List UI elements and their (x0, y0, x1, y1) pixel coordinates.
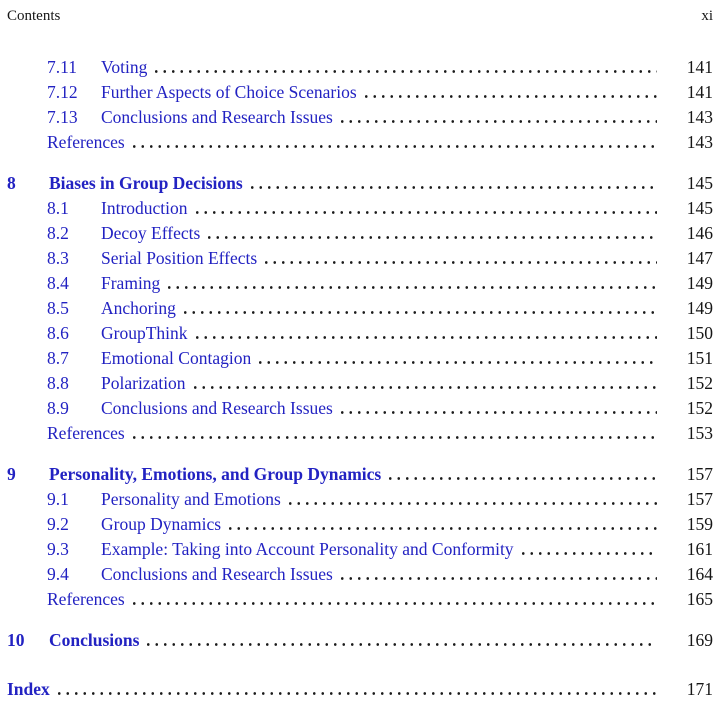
toc-entry-8-5 (7, 296, 713, 321)
toc-entry-8-6 (7, 321, 713, 346)
entry-number: 8.9 (47, 398, 69, 418)
toc-entry-9-2 (7, 512, 713, 537)
entry-title: GroupThink (101, 323, 188, 343)
entry-title: Framing (101, 273, 161, 293)
entry-title: References (47, 423, 125, 443)
entry-page-number: 150 (686, 323, 713, 343)
entry-title: Voting (101, 57, 148, 77)
dot-leader (152, 70, 657, 73)
entry-title: References (47, 589, 125, 609)
toc-link-references[interactable] (47, 587, 125, 612)
entry-title: Conclusions (49, 630, 140, 650)
entry-title: Conclusions and Research Issues (101, 398, 333, 418)
toc-entry-8 (7, 171, 713, 196)
entry-page-number: 151 (686, 348, 713, 368)
entry-title: Decoy Effects (101, 223, 201, 243)
dot-leader (338, 411, 657, 414)
toc-link-8-5[interactable] (47, 296, 176, 321)
entry-number: 8.1 (47, 198, 69, 218)
dot-leader (519, 552, 657, 555)
entry-page-number: 145 (686, 173, 713, 193)
dot-leader (193, 211, 657, 214)
dot-leader (181, 311, 657, 314)
entry-page-number: 152 (686, 398, 713, 418)
toc-link-9-1[interactable] (47, 487, 281, 512)
toc-link-7-13[interactable] (47, 105, 333, 130)
toc-entry-9-3 (7, 537, 713, 562)
entry-title: Conclusions and Research Issues (101, 107, 333, 127)
entry-page-number: 147 (686, 248, 713, 268)
entry-page-number: 146 (686, 223, 713, 243)
toc-link-8-1[interactable] (47, 196, 188, 221)
entry-page-number: 169 (686, 630, 713, 650)
toc-entry-8-8 (7, 371, 713, 396)
entry-title: Index (7, 679, 50, 699)
entry-page-number: 161 (686, 539, 713, 559)
entry-page-number: 164 (686, 564, 713, 584)
entry-number: 7.12 (47, 82, 78, 102)
dot-leader (386, 477, 657, 480)
entry-title: Group Dynamics (101, 514, 222, 534)
entry-title: Emotional Contagion (101, 348, 252, 368)
dot-leader (193, 336, 657, 339)
entry-page-number: 143 (686, 132, 713, 152)
entry-page-number: 141 (686, 57, 713, 77)
toc-entry-8-1 (7, 196, 713, 221)
entry-number: 8.7 (47, 348, 69, 368)
toc-entry-9-4 (7, 562, 713, 587)
entry-title: Example: Taking into Account Personality and Conformity (101, 539, 514, 559)
toc-link-10[interactable] (7, 628, 139, 653)
toc-link-8-4[interactable] (47, 271, 160, 296)
entry-title: Conclusions and Research Issues (101, 564, 333, 584)
dot-leader (55, 692, 657, 695)
entry-page-number: 159 (686, 514, 713, 534)
running-head (7, 6, 713, 26)
toc-link-9-2[interactable] (47, 512, 221, 537)
entry-number: 9.3 (47, 539, 69, 559)
entry-page-number: 165 (686, 589, 713, 609)
entry-page-number: 157 (686, 464, 713, 484)
entry-title: Serial Position Effects (101, 248, 258, 268)
running-head-page-number: xi (701, 8, 713, 24)
entry-number: 9.4 (47, 564, 69, 584)
entry-page-number: 149 (686, 298, 713, 318)
entry-title: Biases in Group Decisions (49, 173, 243, 193)
dot-leader (286, 502, 657, 505)
entry-title: Polarization (101, 373, 186, 393)
toc-entry-8-3 (7, 246, 713, 271)
dot-leader (191, 386, 657, 389)
toc-entry-9 (7, 462, 713, 487)
dot-leader (144, 643, 657, 646)
entry-page-number: 153 (686, 423, 713, 443)
dot-leader (338, 577, 657, 580)
entry-page-number: 143 (686, 107, 713, 127)
entry-number: 8.2 (47, 223, 69, 243)
toc-entry-8-2 (7, 221, 713, 246)
entry-number: 8.5 (47, 298, 69, 318)
toc-link-9-3[interactable] (47, 537, 514, 562)
entry-title: Introduction (101, 198, 188, 218)
entry-number: 8.4 (47, 273, 69, 293)
toc-link-8-2[interactable] (47, 221, 200, 246)
entry-title: Further Aspects of Choice Scenarios (101, 82, 357, 102)
entry-page-number: 171 (686, 679, 713, 699)
toc-link-9[interactable] (7, 462, 381, 487)
toc-link-7-12[interactable] (47, 80, 357, 105)
toc-entry-10 (7, 628, 713, 653)
entry-title: Personality and Emotions (101, 489, 281, 509)
entry-number: 8.8 (47, 373, 69, 393)
entry-number: 7.11 (47, 57, 77, 77)
toc-link-8-8[interactable] (47, 371, 186, 396)
entry-number: 8 (7, 173, 16, 193)
toc-link-index[interactable] (7, 677, 50, 702)
toc-entry-references (7, 130, 713, 155)
toc-entry-7-11 (7, 55, 713, 80)
entry-title: Anchoring (101, 298, 176, 318)
entry-page-number: 145 (686, 198, 713, 218)
entry-page-number: 152 (686, 373, 713, 393)
toc-entry-7-12 (7, 80, 713, 105)
entry-number: 10 (7, 630, 25, 650)
dot-leader (226, 527, 657, 530)
entry-title: References (47, 132, 125, 152)
toc-entry-references (7, 587, 713, 612)
toc-entry-9-1 (7, 487, 713, 512)
toc-link-8-7[interactable] (47, 346, 251, 371)
toc-entry-7-13 (7, 105, 713, 130)
dot-leader (130, 602, 657, 605)
dot-leader (205, 236, 657, 239)
entry-page-number: 157 (686, 489, 713, 509)
toc-entry-references (7, 421, 713, 446)
dot-leader (130, 145, 657, 148)
toc-entry-8-9 (7, 396, 713, 421)
toc-link-9-4[interactable] (47, 562, 333, 587)
toc-link-8-6[interactable] (47, 321, 188, 346)
entry-number: 9 (7, 464, 16, 484)
entry-title: Personality, Emotions, and Group Dynamics (49, 464, 382, 484)
entry-number: 9.2 (47, 514, 69, 534)
toc-entry-8-4 (7, 271, 713, 296)
dot-leader (130, 436, 657, 439)
entry-number: 7.13 (47, 107, 78, 127)
dot-leader (338, 120, 657, 123)
table-of-contents (7, 55, 713, 702)
toc-entry-8-7 (7, 346, 713, 371)
dot-leader (256, 361, 657, 364)
entry-number: 8.6 (47, 323, 69, 343)
toc-link-8-9[interactable] (47, 396, 333, 421)
toc-entry-index (7, 677, 713, 702)
dot-leader (165, 286, 657, 289)
running-head-title: Contents (7, 8, 61, 24)
dot-leader (248, 186, 657, 189)
toc-link-8[interactable] (7, 171, 243, 196)
toc-link-7-11[interactable] (47, 55, 147, 80)
toc-link-8-3[interactable] (47, 246, 257, 271)
dot-leader (262, 261, 657, 264)
entry-number: 9.1 (47, 489, 69, 509)
entry-page-number: 141 (686, 82, 713, 102)
toc-link-references[interactable] (47, 421, 125, 446)
toc-link-references[interactable] (47, 130, 125, 155)
entry-number: 8.3 (47, 248, 69, 268)
entry-page-number: 149 (686, 273, 713, 293)
dot-leader (362, 95, 657, 98)
